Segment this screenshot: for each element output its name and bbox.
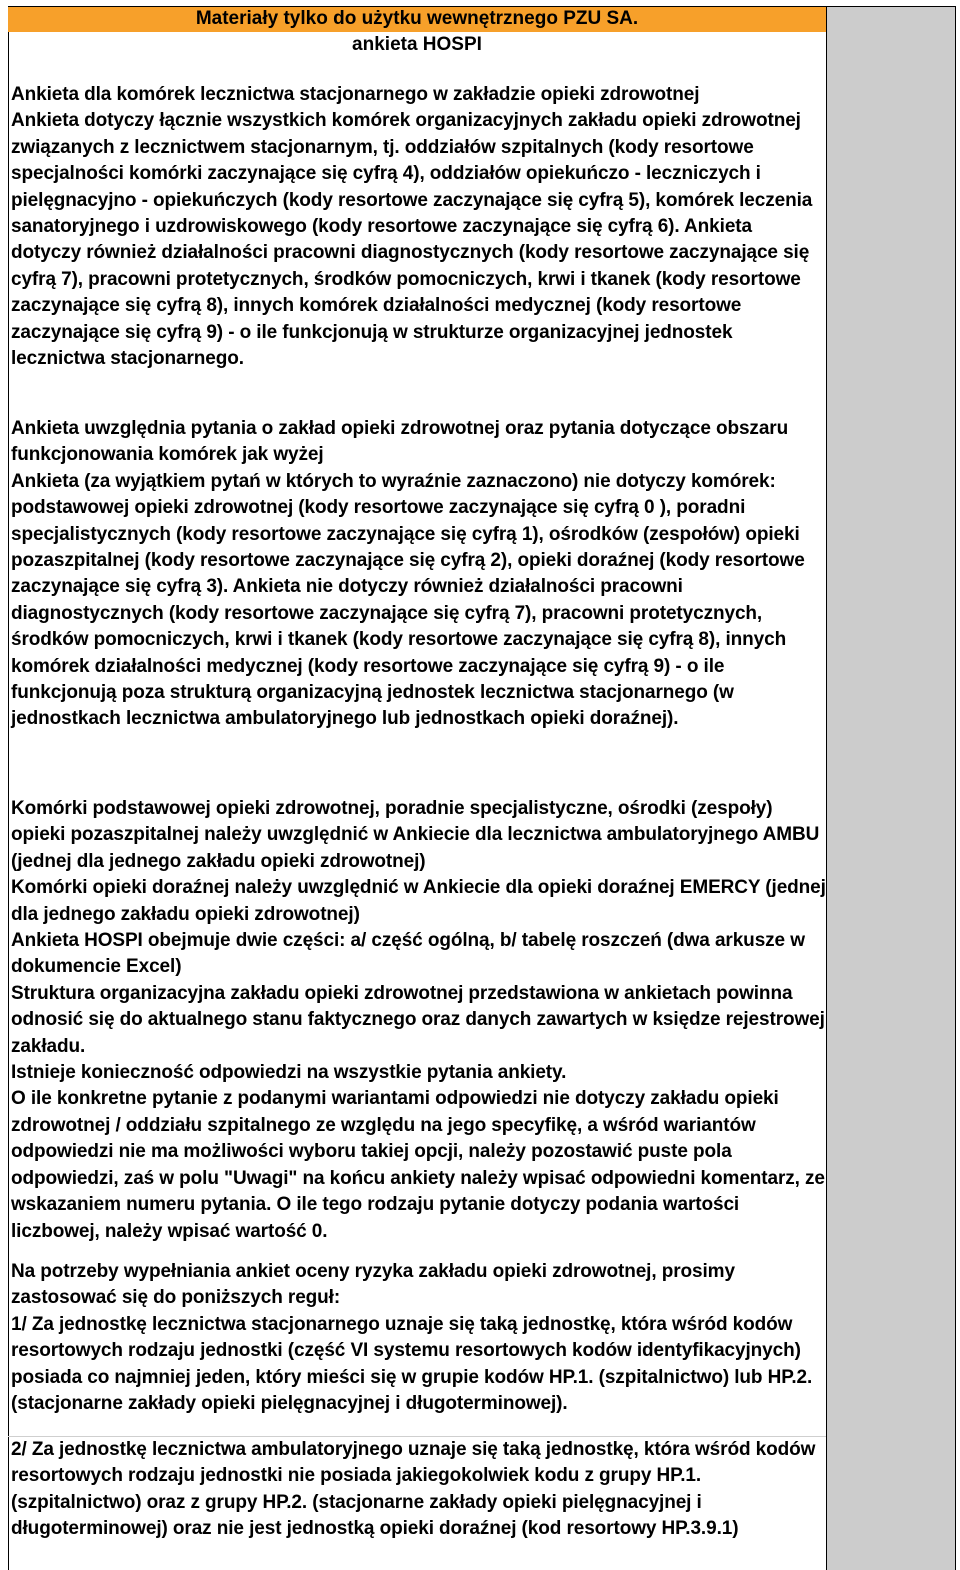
instruction-structure: Struktura organizacyjna zakładu opieki zdrowotnej przedstawiona w ankietach powinna odnosić się do aktualnego stanu faktycznego oraz danych zawartych w księdze rejestrowej zakładu. (11, 982, 825, 1057)
rule-2-text: 2/ Za jednostkę lecznictwa ambulatoryjnego uznaje się taką jednostkę, która wśród kodów resortowych rodzaju jednostki nie posiada jakiegokolwiek kodu z grupy HP.1. (szpitalnictwo) oraz z grupy HP.2. (stacjonarne zakłady opieki pielęgnacyjnej i długoterminowej) oraz nie jest jednostką opieki doraźnej (kod resortowy HP.3.9.1) (11, 1439, 816, 1540)
intro-heading: Ankieta dla komórek lecznictwa stacjonarnego w zakładzie opieki zdrowotnej (11, 84, 700, 105)
instruction-not-applicable: O ile konkretne pytanie z podanymi wariantami odpowiedzi nie dotyczy zakładu opieki zdrowotnej / oddziału szpitalnego ze względu na jego specyfikę, a wśród wariantów odpowiedzi nie ma możliwości wyboru takiej opcji, należy pozostawić puste pola odpowiedzi, zaś w polu "Uwagi" na końcu ankiety należy wpisać odpowiedni komentarz, ze wskazaniem numeru pytania. O ile tego rodzaju pytanie dotyczy podania wartości liczbowej, należy wpisać wartość 0. (11, 1088, 825, 1242)
scope-paragraph-2: Ankieta (za wyjątkiem pytań w których to wyraźnie zaznaczono) nie dotyczy komórek: podstawowej opieki zdrowotnej (kody resortowe zaczynające się cyfrą 0 ), poradni specjalistycznych (kody resortowe zaczynające się cyfrą 1), ośrodków (zespołów) opieki pozaszpitalnej (kody resortowe zaczynające się cyfrą 2), opieki doraźnej (kody resortowe zaczynające się cyfrą 3). Ankieta nie dotyczy również działalności pracowni diagnostycznych (kody resortowe zaczynające się cyfrą 7), pracowni protetycznych, środków pomocniczych, krwi i tkanek (kody resortowe zaczynające się cyfrą 8), innych komórek działalności medycznej (kody resortowe zaczynające się cyfrą 9) - o ile funkcjonują poza strukturą organizacyjną jednostek lecznictwa stacjonarnego (w jednostkach lecznictwa ambulatoryjnego lub jednostkach opieki doraźnej). (11, 470, 805, 730)
intro-paragraph: Ankieta dotyczy łącznie wszystkich komórek organizacyjnych zakładu opieki zdrowotnej związanych z lecznictwem stacjonarnym, tj. oddziałów szpitalnych (kody resortowe specjalności komórki zaczynające się cyfrą 4), oddziałów opiekuńczo - leczniczych i pielęgnacyjno - opiekuńczych (kody resortowe zaczynające się cyfrą 5), komórek leczenia sanatoryjnego i uzdrowiskowego (kody resortowe zaczynające się cyfrą 6). Ankieta dotyczy również działalności pracowni diagnostycznych (kody resortowe zaczynające się cyfrą 7), pracowni protetycznych, środków pomocniczych, krwi i tkanek (kody resortowe zaczynające się cyfrą 8), innych komórek działalności medycznej (kody resortowe zaczynające się cyfrą 9) - o ile funkcjonują w strukturze organizacyjnej jednostek lecznictwa stacjonarnego. (11, 110, 813, 370)
scope-paragraph-1: Ankieta uwzględnia pytania o zakład opieki zdrowotnej oraz pytania dotyczące obszaru funkcjonowania komórek jak wyżej (11, 418, 789, 466)
instruction-ambu: Komórki podstawowej opieki zdrowotnej, poradnie specjalistyczne, ośrodki (zespoły) opieki pozaszpitalnej należy uwzględnić w Ankiecie dla lecznictwa ambulatoryjnego AMBU (jednej dla jednego zakładu opieki zdrowotnej) (11, 798, 820, 872)
instruction-emercy: Komórki opieki doraźnej należy uwzględnić w Ankiecie dla opieki doraźnej EMERCY (jednej dla jednego zakładu opieki zdrowotnej) (11, 877, 826, 925)
confidential-banner: Materiały tylko do użytku wewnętrznego PZU SA. (8, 6, 826, 32)
survey-title: ankieta HOSPI (352, 34, 482, 55)
rule-1-cell (11, 1312, 826, 1436)
intro-section (11, 82, 826, 372)
rules-intro-text: Na potrzeby wypełniania ankiet oceny ryzyka zakładu opieki zdrowotnej, prosimy zastosować się do poniższych reguł: (11, 1261, 735, 1309)
rule-1-text: 1/ Za jednostkę lecznictwa stacjonarnego uznaje się taką jednostkę, która wśród kodów resortowych rodzaju jednostki (część VI systemu resortowych kodów identyfikacyjnych) posiada co najmniej jeden, który mieści się w grupie kodów HP.1. (szpitalnictwo) lub HP.2. (stacjonarne zakłady opieki pielęgnacyjnej i długoterminowej). (11, 1314, 813, 1415)
side-gray-column (826, 6, 956, 1570)
instruction-parts: Ankieta HOSPI obejmuje dwie części: a/ część ogólną, b/ tabelę roszczeń (dwa arkusze w dokumencie Excel) (11, 930, 805, 978)
instructions-section (11, 796, 826, 1245)
rule-2-cell (11, 1437, 826, 1570)
instruction-all-questions: Istnieje konieczność odpowiedzi na wszystkie pytania ankiety. (11, 1062, 567, 1084)
rules-intro (11, 1259, 826, 1312)
scope-section (11, 416, 826, 733)
